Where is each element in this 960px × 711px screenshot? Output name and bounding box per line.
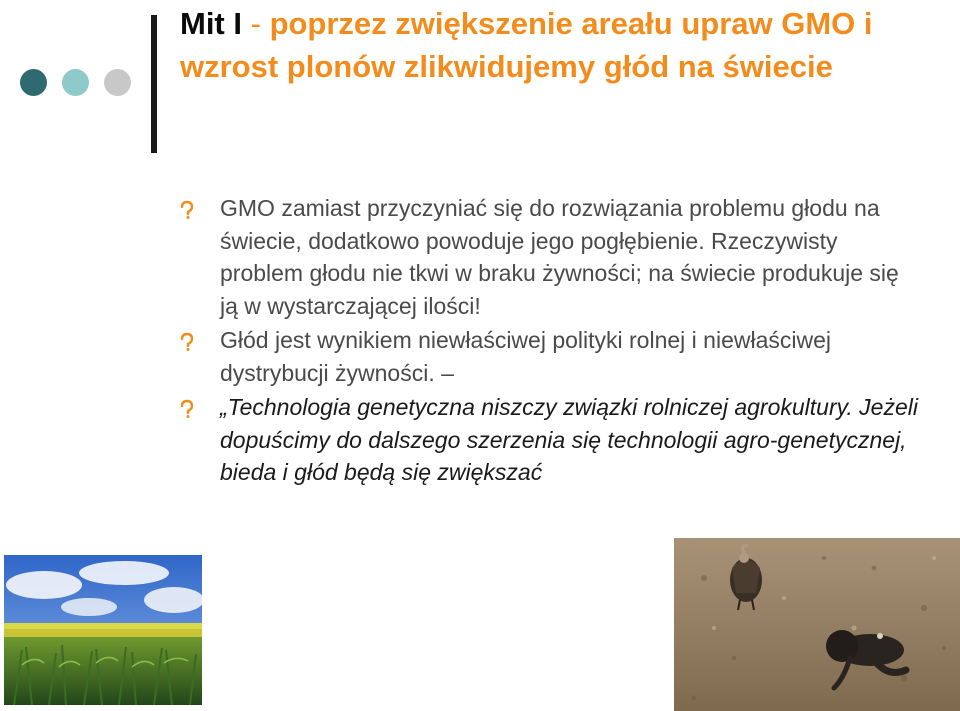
hook-bullet-icon [178,399,196,419]
dot-light [62,69,89,96]
dot-dark [20,69,47,96]
bullet-item [178,192,918,322]
bullet-item [178,324,918,389]
title-main: poprzez zwiększenie areału upraw GMO i wzrost plonów zlikwidujemy głód na świecie [180,6,873,84]
bullet-text: GMO zamiast przyczyniać się do rozwiązania problemu głodu na świecie, dodatkowo powoduje jego pogłębienie. Rzeczywisty problem głodu nie tkwi w braku żywności; na świecie produkuje się ją w wystarczającej ilości! [220,195,899,319]
field-photo [4,555,202,705]
title-prefix: Mit I [180,6,242,41]
child-and-vulture-photo [674,538,960,711]
bullet-item [178,391,918,489]
bullet-list [178,192,918,491]
hook-bullet-icon [178,332,196,352]
title-dash: - [242,6,270,41]
hook-bullet-icon [178,200,196,220]
bullet-text: Głód jest wynikiem niewłaściwej polityki rolnej i niewłaściwej dystrybucji żywności. – [220,327,831,386]
bullet-text: „Technologia genetyczna niszczy związki rolniczej agrokultury. Jeżeli dopuścimy do dalszego szerzenia się technologii agro-genetycznej, bieda i głód będą się zwiększać [220,394,918,485]
dot-grey [104,69,131,96]
title-divider-bar [151,15,157,153]
decorative-dots [20,69,140,97]
slide-title [180,2,950,88]
